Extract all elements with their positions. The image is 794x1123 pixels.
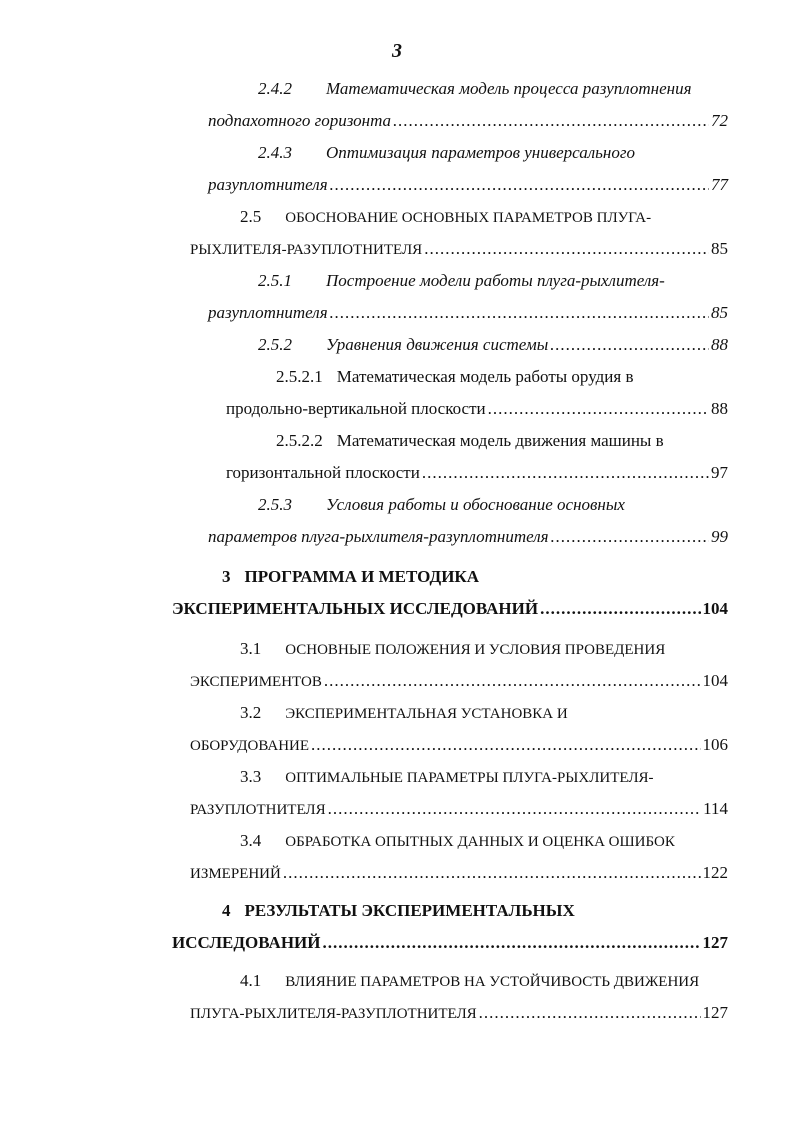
toc-title-cont: ОБОРУДОВАНИЕ — [190, 738, 310, 754]
toc-title: Оптимизация параметров универсального — [326, 143, 635, 162]
toc-heading — [222, 566, 479, 588]
toc-title-cont: РЫХЛИТЕЛЯ-РАЗУПЛОТНИТЕЛЯ — [190, 242, 423, 258]
toc-title: ВЛИЯНИЕ ПАРАМЕТРОВ НА УСТОЙЧИВОСТЬ ДВИЖЕНИЯ — [285, 974, 700, 990]
leader-dots — [424, 238, 709, 260]
leader-dots — [330, 174, 709, 196]
toc-title: ОСНОВНЫЕ ПОЛОЖЕНИЯ И УСЛОВИЯ ПРОВЕДЕНИЯ — [285, 642, 666, 658]
toc-title: Математическая модель работы орудия в — [336, 367, 634, 386]
leader-dots — [540, 598, 700, 620]
toc-heading — [240, 638, 665, 661]
toc-entry-3[interactable] — [172, 598, 728, 620]
toc-entry-4[interactable] — [172, 932, 728, 954]
toc-entry-2-5-3[interactable] — [208, 526, 728, 548]
toc-title: ПРОГРАММА И МЕТОДИКА — [244, 567, 480, 586]
toc-title: ОБОСНОВАНИЕ ОСНОВНЫХ ПАРАМЕТРОВ ПЛУГА- — [285, 210, 652, 226]
toc-number: 4 — [222, 901, 231, 920]
toc-number: 4.1 — [240, 971, 262, 990]
toc-entry-3-4[interactable] — [190, 862, 728, 885]
toc-number: 2.4.3 — [258, 143, 292, 162]
toc-entry-2-5-2-1[interactable] — [226, 398, 728, 420]
toc-number: 3 — [222, 567, 231, 586]
toc-title-cont: РАЗУПЛОТНИТЕЛЯ — [190, 802, 326, 818]
leader-dots — [330, 302, 709, 324]
leader-dots — [393, 110, 709, 132]
toc-heading — [240, 766, 654, 789]
toc-entry-2-5-2-2[interactable] — [226, 462, 728, 484]
toc-number: 3.3 — [240, 767, 262, 786]
toc-title-cont: ЭКСПЕРИМЕНТОВ — [190, 674, 322, 690]
toc-heading — [258, 142, 635, 164]
page-number: 3 — [392, 40, 402, 62]
toc-entry-2-5-1[interactable] — [208, 302, 728, 324]
toc-title-cont: ЭКСПЕРИМЕНТАЛЬНЫХ ИССЛЕДОВАНИЙ — [172, 599, 539, 618]
toc-title-cont: разуплотнителя — [208, 175, 328, 194]
toc-entry-2-4-2[interactable] — [208, 110, 728, 132]
toc-page: 104 — [702, 599, 728, 618]
toc-page: 106 — [702, 735, 728, 754]
toc-entry-2-4-3[interactable] — [208, 174, 728, 196]
toc-heading — [222, 900, 575, 922]
toc-title-cont: продольно-вертикальной плоскости — [226, 399, 486, 418]
toc-heading — [276, 430, 664, 452]
toc-title-cont: ИЗМЕРЕНИЙ — [190, 866, 281, 882]
toc-page: 104 — [702, 671, 728, 690]
toc-page: 85 — [711, 239, 728, 258]
toc-entry-3-2[interactable] — [190, 734, 728, 757]
toc-heading — [258, 78, 691, 100]
toc-title: ЭКСПЕРИМЕНТАЛЬНАЯ УСТАНОВКА И — [285, 706, 568, 722]
leader-dots — [283, 862, 701, 884]
toc-number: 2.4.2 — [258, 79, 292, 98]
toc-page: 114 — [703, 799, 728, 818]
leader-dots — [551, 526, 709, 548]
toc-number: 3.2 — [240, 703, 262, 722]
toc-title: Условия работы и обоснование основных — [326, 495, 625, 514]
toc-heading — [240, 206, 651, 229]
toc-page: 88 — [711, 335, 728, 354]
toc-page: 77 — [711, 175, 728, 194]
toc-entry-3-3[interactable] — [190, 798, 728, 821]
leader-dots — [479, 1002, 701, 1024]
leader-dots — [328, 798, 702, 820]
toc-number: 2.5.2.1 — [276, 367, 323, 386]
toc-page: 99 — [711, 527, 728, 546]
toc-page: 127 — [702, 933, 728, 952]
toc-title: Уравнения движения системы — [326, 335, 549, 354]
toc-heading — [240, 970, 699, 993]
toc-title: Математическая модель движения машины в — [336, 431, 664, 450]
toc-title-cont: ИССЛЕДОВАНИЙ — [172, 933, 321, 952]
toc-number: 2.5 — [240, 207, 262, 226]
toc-page: 88 — [711, 399, 728, 418]
toc-number: 2.5.2.2 — [276, 431, 323, 450]
toc-title: ОПТИМАЛЬНЫЕ ПАРАМЕТРЫ ПЛУГА-РЫХЛИТЕЛЯ- — [285, 770, 654, 786]
toc-number: 2.5.1 — [258, 271, 292, 290]
toc-page: 97 — [711, 463, 728, 482]
toc-page: 85 — [711, 303, 728, 322]
toc-number: 3.1 — [240, 639, 262, 658]
toc-page: 122 — [702, 863, 728, 882]
toc-heading — [258, 270, 665, 292]
toc-heading — [240, 702, 568, 725]
toc-title: Построение модели работы плуга-рыхлителя- — [326, 271, 665, 290]
toc-title-cont: подпахотного горизонта — [208, 111, 392, 130]
toc-heading — [258, 494, 625, 516]
toc-heading — [240, 830, 675, 853]
toc-page: 127 — [702, 1003, 728, 1022]
leader-dots — [550, 334, 709, 356]
toc-title: Математическая модель процесса разуплотнения — [326, 79, 692, 98]
leader-dots — [324, 670, 701, 692]
toc-title: ОБРАБОТКА ОПЫТНЫХ ДАННЫХ И ОЦЕНКА ОШИБОК — [285, 834, 675, 850]
leader-dots — [323, 932, 701, 954]
toc-entry-2-5-2[interactable] — [258, 334, 728, 356]
leader-dots — [488, 398, 709, 420]
toc-entry-4-1[interactable] — [190, 1002, 728, 1025]
toc-title-cont: ПЛУГА-РЫХЛИТЕЛЯ-РАЗУПЛОТНИТЕЛЯ — [190, 1006, 477, 1022]
toc-entry-3-1[interactable] — [190, 670, 728, 693]
toc-title-cont: разуплотнителя — [208, 303, 328, 322]
toc-title: РЕЗУЛЬТАТЫ ЭКСПЕРИМЕНТАЛЬНЫХ — [244, 901, 575, 920]
toc-entry-2-5[interactable] — [190, 238, 728, 261]
leader-dots — [422, 462, 709, 484]
toc-title-cont: горизонтальной плоскости — [226, 463, 420, 482]
toc-title-cont: параметров плуга-рыхлителя-разуплотнителя — [208, 527, 549, 546]
toc-page: 72 — [711, 111, 728, 130]
leader-dots — [311, 734, 700, 756]
toc-number: 3.4 — [240, 831, 262, 850]
toc-number: 2.5.2 — [258, 335, 292, 354]
toc-number: 2.5.3 — [258, 495, 292, 514]
toc-heading — [276, 366, 633, 388]
